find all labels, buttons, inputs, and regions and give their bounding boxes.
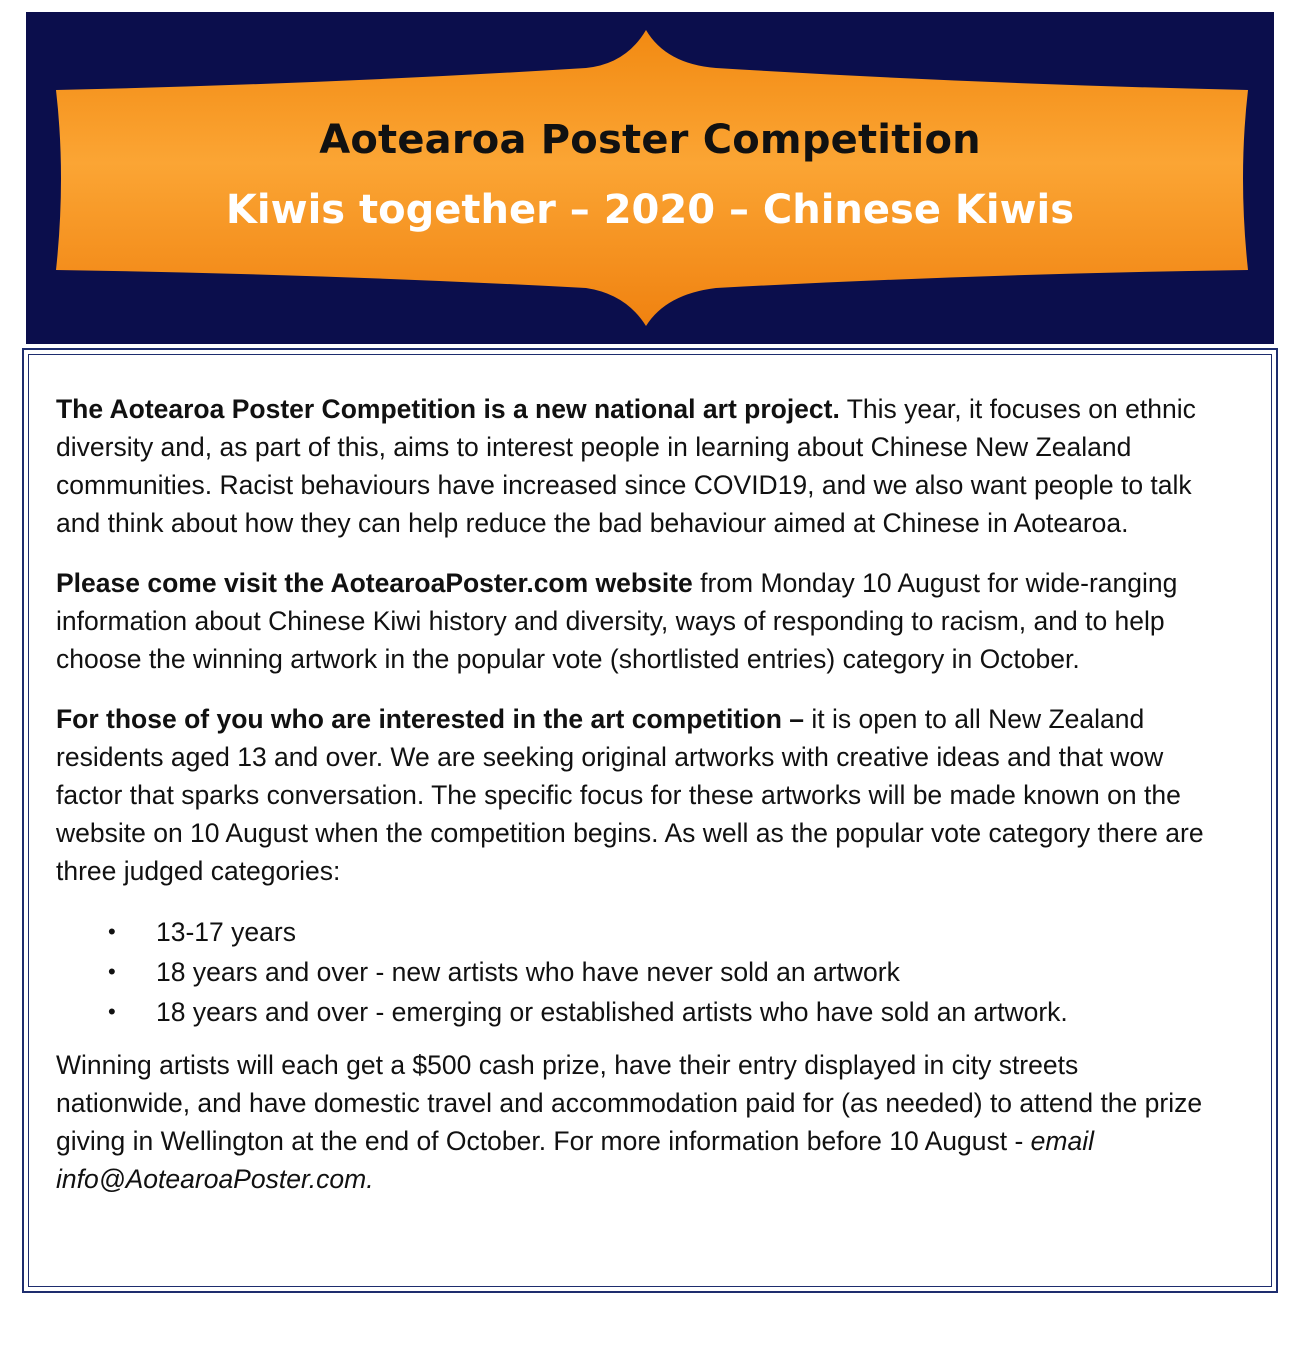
intro-text: This year, it focuses on ethnic diversity and, as part of this, aims to interest people in learning about Chinese New Zealand communities. Racist behaviours have increased since COVID19, and we also want people to talk and think about how they can help reduce the bad behaviour aimed at Chinese in Aotearoa. xyxy=(56,394,1196,538)
list-item xyxy=(56,912,1216,952)
competition-text: it is open to all New Zealand residents aged 13 and over. We are seeking original artworks with creative ideas and that wow factor that sparks conversation. The specific focus for these artworks will be made known on the website on 10 August when the competition begins. As well as the popular vote category there are three judged categories: xyxy=(56,704,1204,886)
list-item xyxy=(56,952,1216,992)
category-label: 13-17 years xyxy=(156,917,296,947)
prize-paragraph xyxy=(56,1046,1216,1198)
list-item xyxy=(56,992,1216,1032)
header-banner xyxy=(26,12,1274,344)
website-lead: Please come visit the AotearoaPoster.com website xyxy=(56,568,693,598)
intro-paragraph xyxy=(56,390,1216,542)
category-label: 18 years and over - emerging or established artists who have sold an artwork. xyxy=(156,997,1068,1027)
article-body xyxy=(56,390,1216,1220)
website-paragraph xyxy=(56,564,1216,678)
prize-text: Winning artists will each get a $500 cash prize, have their entry displayed in city streets nationwide, and have domestic travel and accommodation paid for (as needed) to attend the prize giving in Wellington at the end of October. For more information before 10 August - xyxy=(56,1050,1203,1156)
category-label: 18 years and over - new artists who have never sold an artwork xyxy=(156,957,900,987)
website-text: from Monday 10 August for wide-ranging information about Chinese Kiwi history and diversity, ways of responding to racism, and to help choose the winning artwork in the popular vote (shortlisted entries) category in October. xyxy=(56,568,1178,674)
contact-email: email info@AotearoaPoster.com. xyxy=(56,1126,1094,1194)
bullet-icon: • xyxy=(108,959,116,984)
intro-lead: The Aotearoa Poster Competition is a new national art project. xyxy=(56,394,840,424)
banner-title: Aotearoa Poster Competition xyxy=(319,117,981,163)
categories-list xyxy=(56,912,1216,1032)
competition-paragraph xyxy=(56,700,1216,890)
bullet-icon: • xyxy=(108,919,116,944)
competition-lead: For those of you who are interested in the art competition – xyxy=(56,704,804,734)
bullet-icon: • xyxy=(108,999,116,1024)
banner-subtitle: Kiwis together – 2020 – Chinese Kiwis xyxy=(225,187,1075,233)
banner-heading xyxy=(26,112,1274,252)
